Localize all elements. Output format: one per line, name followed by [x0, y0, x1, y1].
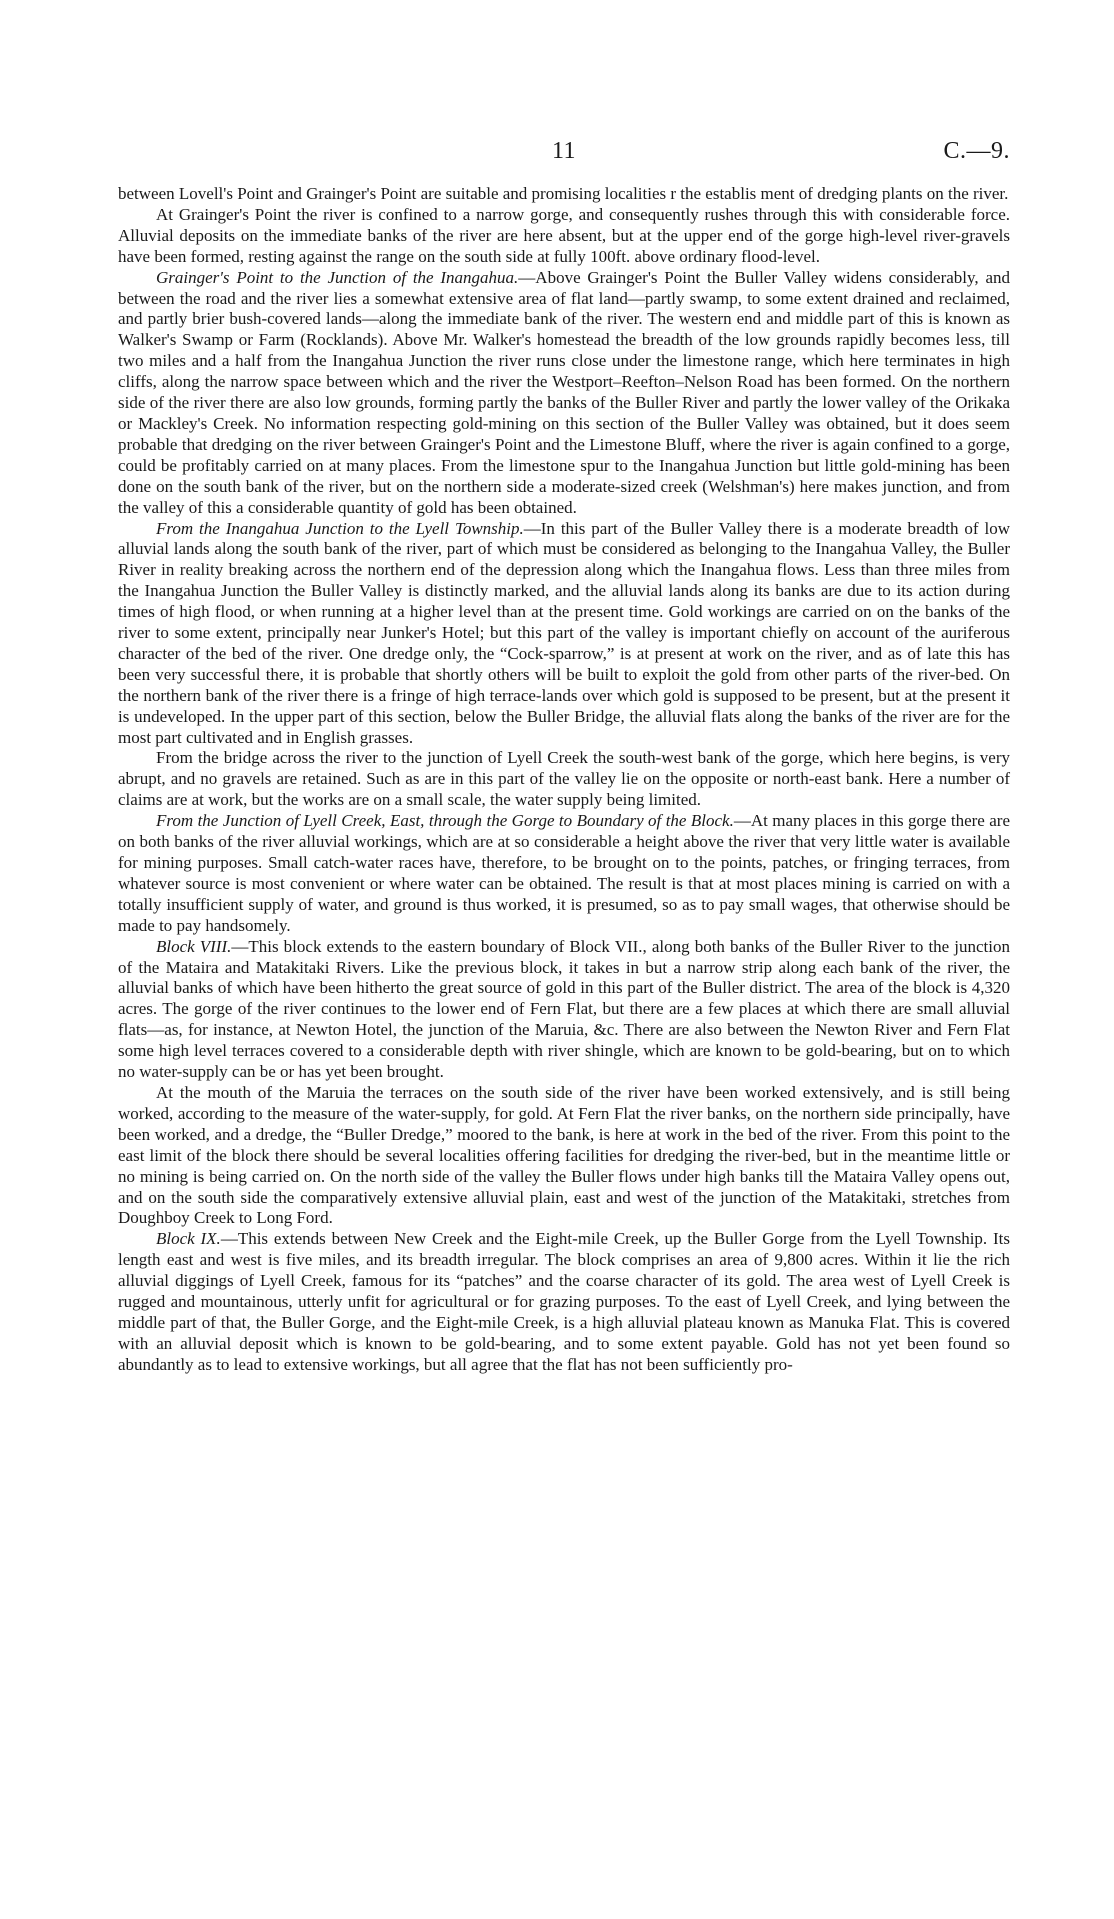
section-heading: Block VIII. — [156, 936, 232, 956]
paragraph — [118, 937, 1010, 1083]
section-heading: Grainger's Point to the Junction of the Inangahua. — [156, 267, 519, 287]
paragraph — [118, 519, 1010, 749]
paragraph-text: —This extends between New Creek and the Eight-mile Creek, up the Buller Gorge from the Lyell Township. Its length east and west is five miles, and its breadth irregular. The block comprises an area of 9,800 acres. Within it lie the rich alluvial diggings of Lyell Creek, famous for its “patches” and the coarse character of its gold. The area west of Lyell Creek is rugged and mountainous, utterly unfit for agricultural or for grazing purposes. To the east of Lyell Creek, and lying between the middle part of that, the Buller Gorge, and the Eight-mile Creek, is a high alluvial plateau known as Manuka Flat. This is covered with an alluvial deposit which is known to be gold-bearing, and to some extent payable. Gold has not yet been found so abundantly as to lead to extensive workings, but all agree that the flat has not been sufficiently pro- — [118, 1229, 1010, 1374]
paragraph-text: between Lovell's Point and Grainger's Point are suitable and promising localities r the establis ment of dredging plants on the river. — [118, 184, 1009, 203]
section-heading: Block IX. — [156, 1229, 221, 1249]
paragraph — [118, 184, 1010, 205]
section-heading: From the Junction of Lyell Creek, East, through the Gorge to Boundary of the Block. — [156, 811, 734, 831]
paragraph-text: —At many places in this gorge there are on both banks of the river alluvial workings, which are at so considerable a height above the river that very little water is available for mining purposes. Small catch-water races have, therefore, to be brought on to the points, patches, or fringing terraces, from whatever source is most convenient or where water can be obtained. The result is that at most places mining is carried on with a totally insufficient supply of water, and ground is thus worked, it is presumed, so as to pay small wages, that otherwise should be made to pay handsomely. — [118, 811, 1010, 935]
document-reference: C.—9. — [943, 138, 1010, 164]
paragraph-text: —This block extends to the eastern boundary of Block VII., along both banks of the Buller River to the junction of the Mataira and Matakitaki Rivers. Like the previous block, it takes in but a narrow strip along each bank of the river, the alluvial banks of which have been hitherto the great source of gold in this part of the Buller district. The area of the block is 4,320 acres. The gorge of the river continues to the lower end of Fern Flat, but there are a few places at which there are small alluvial flats—as, for instance, at Newton Hotel, the junction of the Maruia, &c. There are also between the Newton River and Fern Flat some high level terraces covered to a considerable depth with river shingle, which are known to be gold-bearing, but on to which no water-supply can be or has yet been brought. — [118, 936, 1010, 1082]
paragraph-text: At Grainger's Point the river is confined to a narrow gorge, and consequently rushes through this with considerable force. Alluvial deposits on the immediate banks of the river are here absent, but at the upper end of the gorge high-level river-gravels have been formed, resting against the range on the south side at fully 100ft. above ordinary flood-level. — [118, 204, 1010, 266]
page-header — [118, 138, 1010, 178]
body-text — [118, 184, 1010, 1376]
paragraph-text: —In this part of the Buller Valley there is a moderate breadth of low alluvial lands along the south bank of the river, part of which must be considered as belonging to the Inangahua Valley, the Buller River in reality breaking across the northern end of the depression along which the Inangahua flows. Less than three miles from the Inangahua Junction the Buller Valley is distinctly marked, and the alluvial lands along its banks are due to its action during times of high flood, or when running at a higher level than at the present time. Gold workings are carried on on the banks of the river to some extent, principally near Junker's Hotel; but this part of the valley is important chiefly on account of the auriferous character of the bed of the river. One dredge only, the “Cock-sparrow,” is at present at work on the river, and as of late this has been very successful there, it is probable that shortly others will be built to exploit the gold from other parts of the river-bed. On the northern bank of the river there is a fringe of high terrace-lands over which gold is supposed to be present, but at the present it is undeveloped. In the upper part of this section, below the Buller Bridge, the alluvial flats along the banks of the river are for the most part cultivated and in English grasses. — [118, 518, 1010, 747]
paragraph — [118, 268, 1010, 519]
paragraph — [118, 748, 1010, 811]
paragraph-text: From the bridge across the river to the junction of Lyell Creek the south-west bank of the gorge, which here begins, is very abrupt, and no gravels are retained. Such as are in this part of the valley lie on the opposite or north-east bank. Here a number of claims are at work, but the works are on a small scale, the water supply being limited. — [118, 748, 1010, 810]
paragraph — [118, 1229, 1010, 1375]
paragraph — [118, 205, 1010, 268]
paragraph — [118, 1083, 1010, 1229]
paragraph-text: At the mouth of the Maruia the terraces on the south side of the river have been worked extensively, and is still being worked, according to the measure of the water-supply, for gold. At Fern Flat the river banks, on the northern side principally, have been worked, and a dredge, the “Buller Dredge,” moored to the bank, is here at work in the bed of the river. From this point to the east limit of the block there should be several localities offering facilities for dredging the river-bed, but in the meantime little or no mining is being carried on. On the north side of the valley the Buller flows under high banks till the Mataira Valley opens out, and on the south side the comparatively extensive alluvial plain, east and west of the junction of the Matakitaki, stretches from Doughboy Creek to Long Ford. — [118, 1082, 1010, 1228]
paragraph — [118, 811, 1010, 936]
paragraph-text: —Above Grainger's Point the Buller Valley widens considerably, and between the road and the river lies a somewhat extensive area of flat land—partly swamp, to some extent drained and reclaimed, and partly brier bush-covered lands—along the immediate bank of the river. The western end and middle part of this is known as Walker's Swamp or Farm (Rocklands). Above Mr. Walker's homestead the breadth of the low grounds rapidly becomes less, till two miles and a half from the Inangahua Junction the river runs close under the limestone range, which here terminates in high cliffs, along the narrow space between which and the river the Westport–Reefton–Nelson Road has been formed. On the northern side of the river there are also low grounds, forming partly the banks of the Buller River and partly the lower valley of the Orikaka or Mackley's Creek. No information respecting gold-mining on this section of the Buller Valley was obtained, but it does seem probable that dredging on the river between Grainger's Point and the Limestone Bluff, where the river is again confined to a gorge, could be profitably carried on at many places. From the limestone spur to the Inangahua Junction but little gold-mining has been done on the south bank of the river, but on the northern side a moderate-sized creek (Welshman's) here makes junction, and from the valley of this a considerable quantity of gold has been obtained. — [118, 267, 1010, 517]
document-page — [118, 138, 1010, 1376]
section-heading: From the Inangahua Junction to the Lyell Township. — [156, 518, 524, 538]
page-number: 11 — [551, 138, 577, 164]
